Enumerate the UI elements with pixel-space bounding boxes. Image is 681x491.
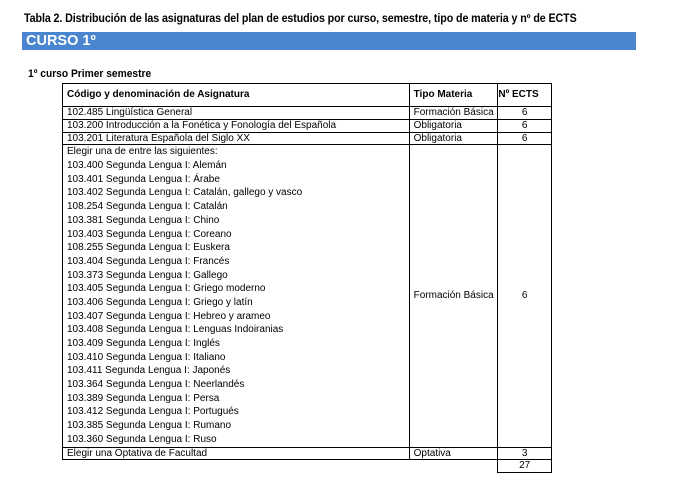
language-option: 103.385 Segunda Lengua I: Rumano: [67, 420, 232, 432]
language-option: 103.364 Segunda Lengua I: Neerlandés: [67, 379, 245, 391]
language-option: 103.402 Segunda Lengua I: Catalán, gallego y vasco: [67, 187, 303, 199]
group-ects-cell: 6: [498, 145, 552, 447]
table-row: [63, 447, 552, 460]
language-option: 103.410 Segunda Lengua I: Italiano: [67, 351, 226, 363]
ects-cell: 6: [498, 107, 552, 120]
course-banner: CURSO 1º: [22, 32, 636, 50]
table-row: [63, 119, 552, 132]
subject-cell: Elegir una Optativa de Facultad: [63, 447, 410, 460]
subjects-table: [62, 83, 552, 473]
language-option: 108.254 Segunda Lengua I: Catalán: [67, 201, 228, 213]
language-option: 103.411 Segunda Lengua I: Japonés: [67, 365, 231, 377]
ects-cell: 6: [498, 119, 552, 132]
header-type: Tipo Materia: [409, 84, 498, 107]
total-row: [63, 460, 552, 473]
type-cell: Optativa: [409, 447, 498, 460]
total-blank-cell: [409, 460, 498, 473]
type-cell: Obligatoria: [409, 119, 498, 132]
language-option: 103.404 Segunda Lengua I: Francés: [67, 255, 230, 267]
ects-cell: 3: [498, 447, 552, 460]
table-row: [63, 107, 552, 120]
group-type-cell: Formación Básica: [409, 145, 498, 447]
group-intro: Elegir una de entre las siguientes:: [67, 146, 218, 158]
header-ects: Nº ECTS: [498, 84, 552, 107]
total-blank-cell: [63, 460, 410, 473]
type-cell: Formación Básica: [409, 107, 498, 120]
total-ects-cell: 27: [498, 460, 552, 473]
table-header-row: [63, 84, 552, 107]
subject-cell: 102.485 Lingüística General: [63, 107, 410, 120]
language-option: 103.407 Segunda Lengua I: Hebreo y arameo: [67, 310, 271, 322]
language-option: 103.389 Segunda Lengua I: Persa: [67, 392, 220, 404]
ects-cell: 6: [498, 132, 552, 145]
language-option: 103.381 Segunda Lengua I: Chino: [67, 214, 220, 226]
section-heading: 1º curso Primer semestre: [28, 68, 152, 80]
language-option: 103.409 Segunda Lengua I: Inglés: [67, 338, 220, 350]
language-option: 103.360 Segunda Lengua I: Ruso: [67, 433, 217, 445]
table-row: [63, 132, 552, 145]
language-option: 103.401 Segunda Lengua I: Árabe: [67, 173, 220, 185]
subject-cell: 103.201 Literatura Española del Siglo XX: [63, 132, 410, 145]
subject-cell: 103.200 Introducción a la Fonética y Fonología del Española: [63, 119, 410, 132]
language-option: 103.400 Segunda Lengua I: Alemán: [67, 160, 227, 172]
language-option: 103.408 Segunda Lengua I: Lenguas Indoiranias: [67, 324, 284, 336]
language-option: 103.403 Segunda Lengua I: Coreano: [67, 228, 232, 240]
language-option: 103.406 Segunda Lengua I: Griego y latín: [67, 296, 253, 308]
table-caption: Tabla 2. Distribución de las asignaturas del plan de estudios por curso, semestre, tipo de materia y nº de ECTS: [24, 13, 577, 25]
language-option: 108.255 Segunda Lengua I: Euskera: [67, 242, 230, 254]
language-option: 103.412 Segunda Lengua I: Portugués: [67, 406, 239, 418]
language-group-row: [63, 145, 552, 447]
language-option: 103.373 Segunda Lengua I: Gallego: [67, 269, 228, 281]
header-subject: Código y denominación de Asignatura: [63, 84, 410, 107]
type-cell: Obligatoria: [409, 132, 498, 145]
language-options-cell: [63, 145, 410, 447]
language-option: 103.405 Segunda Lengua I: Griego moderno: [67, 283, 266, 295]
